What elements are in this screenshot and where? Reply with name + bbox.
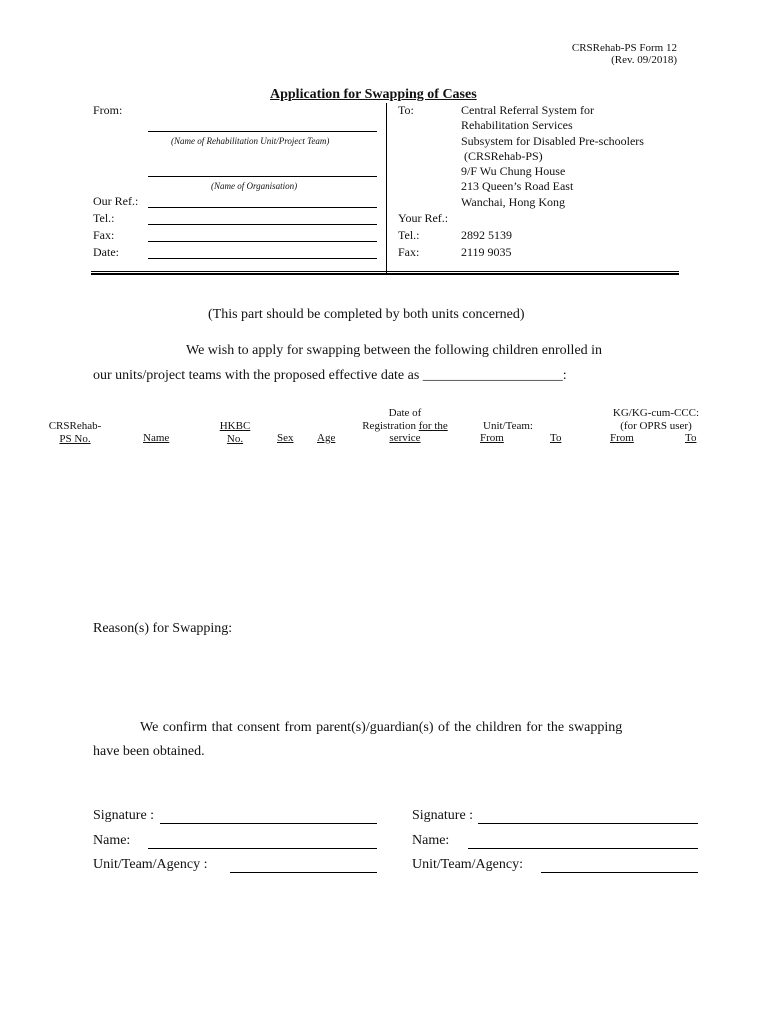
right-unit-field[interactable] <box>541 872 698 873</box>
left-name-label: Name: <box>93 833 131 848</box>
column-divider <box>386 103 387 273</box>
header-hkbc-line2: No. <box>226 432 244 445</box>
to-tel-value: 2892 5139 <box>461 228 512 242</box>
left-name-field[interactable] <box>148 848 377 849</box>
header-kg-line2: (for OPRS user) <box>620 419 692 432</box>
organisation-name-line[interactable] <box>148 176 377 177</box>
date-field[interactable] <box>148 258 377 259</box>
form-code-line1: CRSRehab-PS Form 12 <box>571 42 677 54</box>
header-date-line3: service <box>389 432 421 444</box>
header-unit-team: Unit/Team: <box>483 420 533 432</box>
header-hkbc <box>210 420 260 445</box>
header-registration-date <box>352 407 458 445</box>
header-sex: Sex <box>277 432 294 444</box>
intro-line2: our units/project teams with the proposed effective date as ____________________: <box>93 368 567 383</box>
unit-name-caption: (Name of Rehabilitation Unit/Project Team) <box>171 136 330 146</box>
header-crs-line1: CRSRehab- <box>48 420 102 432</box>
our-ref-label: Our Ref.: <box>93 194 139 208</box>
organisation-name-caption: (Name of Organisation) <box>211 181 298 191</box>
your-ref-label: Your Ref.: <box>398 211 449 225</box>
form-code <box>572 42 677 66</box>
reason-label: Reason(s) for Swapping: <box>93 621 233 636</box>
header-date-line1: Date of <box>388 407 422 419</box>
form-code-line2: (Rev. 09/2018) <box>611 54 677 66</box>
to-label: To: <box>398 103 414 117</box>
header-name: Name <box>143 432 170 444</box>
left-unit-label: Unit/Team/Agency : <box>93 857 208 872</box>
to-fax-value: 2119 9035 <box>461 245 512 259</box>
date-label: Date: <box>93 245 119 259</box>
fax-label: Fax: <box>93 228 115 242</box>
header-kg <box>606 407 706 432</box>
intro-line1: We wish to apply for swapping between the following children enrolled in <box>186 343 603 358</box>
header-unit-from: From <box>480 432 504 444</box>
right-name-field[interactable] <box>468 848 698 849</box>
unit-name-line[interactable] <box>148 131 377 132</box>
tel-label: Tel.: <box>93 211 115 225</box>
address-line: 9/F Wu Chung House <box>461 164 566 179</box>
right-signature-field[interactable] <box>478 823 698 824</box>
header-rule-top <box>91 271 679 272</box>
header-kg-to: To <box>685 432 697 444</box>
left-unit-field[interactable] <box>230 872 377 873</box>
right-signature-label: Signature : <box>412 808 474 823</box>
to-address <box>461 103 644 210</box>
left-signature-label: Signature : <box>93 808 155 823</box>
completion-note: (This part should be completed by both units concerned) <box>208 307 525 322</box>
left-signature-field[interactable] <box>160 823 377 824</box>
from-label: From: <box>93 103 123 117</box>
address-line: 213 Queen’s Road East <box>461 179 574 194</box>
right-unit-label: Unit/Team/Agency: <box>412 857 523 872</box>
page-title: Application for Swapping of Cases <box>270 87 477 102</box>
header-kg-from: From <box>610 432 634 444</box>
address-line: Rehabilitation Services <box>461 118 573 133</box>
address-line: Central Referral System for <box>461 103 594 117</box>
address-line: Wanchai, Hong Kong <box>461 194 566 209</box>
to-tel-label: Tel.: <box>398 228 420 242</box>
header-crs-no <box>40 420 110 445</box>
header-rule-bottom <box>91 273 679 275</box>
right-name-label: Name: <box>412 833 450 848</box>
header-date-line2b: for the <box>418 419 448 432</box>
header-crs-line2: PS No. <box>59 432 91 445</box>
address-line: Subsystem for Disabled Pre-schoolers <box>461 133 644 148</box>
to-fax-label: Fax: <box>398 245 420 259</box>
tel-field[interactable] <box>148 224 377 225</box>
header-hkbc-line1: HKBC <box>219 420 251 432</box>
header-kg-line1: KG/KG-cum-CCC: <box>612 407 700 419</box>
fax-field[interactable] <box>148 241 377 242</box>
consent-line1: We confirm that consent from parent(s)/guardian(s) of the children for the swapping <box>140 720 623 735</box>
consent-line2: have been obtained. <box>93 744 205 759</box>
header-date-line2a: Registration <box>362 419 419 432</box>
header-unit-to: To <box>550 432 562 444</box>
header-age: Age <box>317 432 336 444</box>
our-ref-field[interactable] <box>148 207 377 208</box>
address-line: (CRSRehab-PS) <box>461 148 543 163</box>
